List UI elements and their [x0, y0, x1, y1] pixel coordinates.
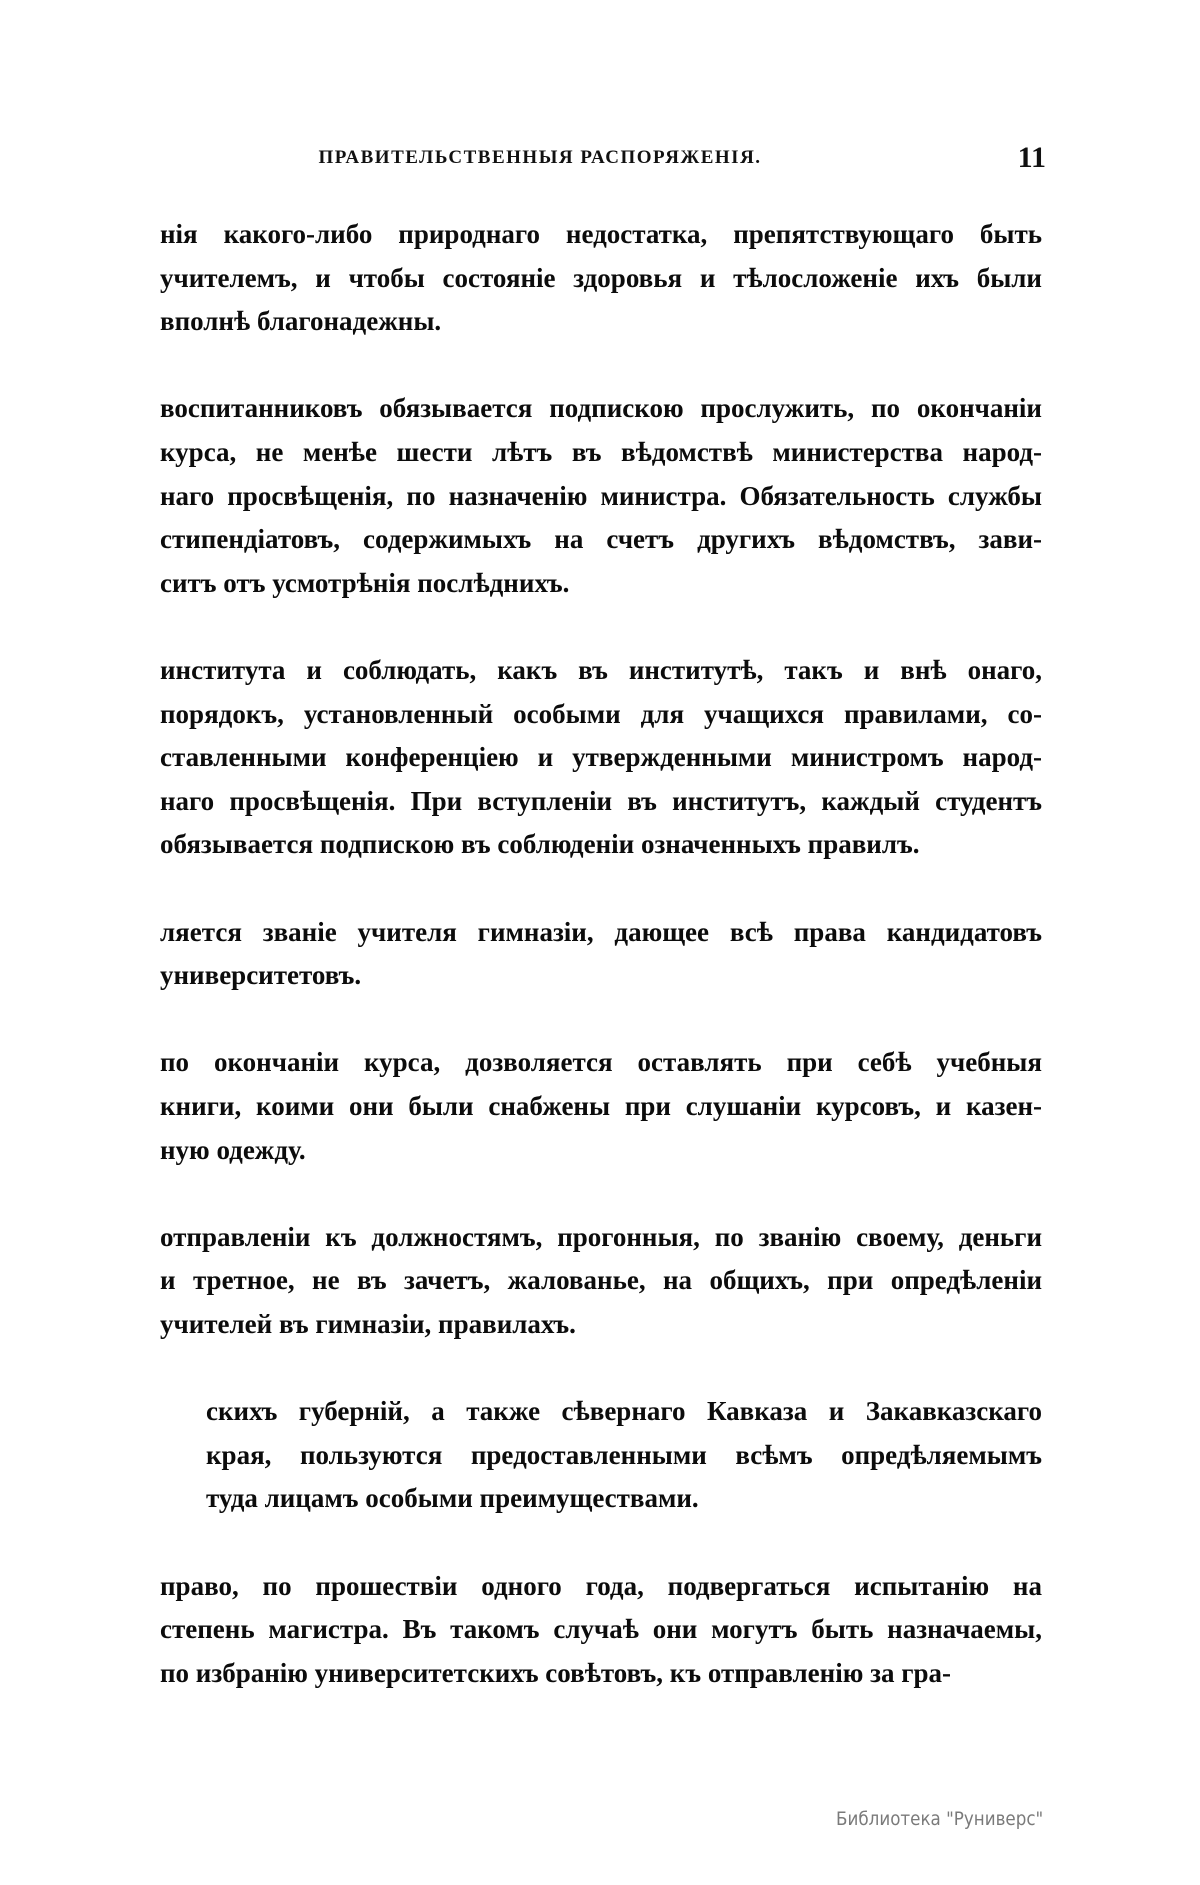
note-line [206, 1389, 1042, 1433]
paragraph-line [160, 1607, 1042, 1651]
line-text: степень магистра. Въ такомъ случаѣ они могутъ быть назначаемы, [160, 1614, 1042, 1645]
line-text: ляется званіе учителя гимназіи, дающее всѣ права кандидатовъ [160, 916, 1042, 947]
paragraph-line [160, 299, 1042, 343]
line-text: воспитанниковъ обязывается подпискою прослужить, по окончаніи [160, 393, 1042, 424]
line-text: ставленными конференціею и утвержденными министромъ народ- [160, 742, 1042, 773]
line-text: обязывается подпискою въ соблюденіи означенныхъ правилъ. [160, 829, 920, 860]
line-text: порядокъ, установленный особыми для учащихся правилами, со- [160, 698, 1042, 729]
paragraph-line [160, 212, 1042, 256]
line-text: стипендіатовъ, содержимыхъ на счетъ другихъ вѣдомствъ, зави- [160, 524, 1042, 555]
line-text: туда лицамъ особыми преимуществами. [206, 1483, 699, 1514]
line-text: право, по прошествіи одного года, подвергаться испытанію на [160, 1570, 1042, 1601]
line-text: края, пользуются предоставленными всѣмъ опредѣляемымъ [206, 1439, 1042, 1470]
paragraph-line [160, 1040, 1042, 1084]
paragraph-line [160, 517, 1042, 561]
paragraph-line [160, 386, 1042, 430]
line-text: и третное, не въ зачетъ, жалованье, на общихъ, при опредѣленіи [160, 1265, 1042, 1296]
running-title: ПРАВИТЕЛЬСТВЕННЫЯ РАСПОРЯЖЕНІЯ. [318, 147, 762, 168]
paragraph-line [160, 735, 1042, 779]
paragraph-line [160, 1302, 1042, 1346]
paragraph-line [160, 1564, 1042, 1608]
line-text: учителей въ гимназіи, правилахъ. [160, 1309, 576, 1339]
paragraph-line [160, 953, 1042, 997]
paragraph-line [160, 1520, 192, 1564]
paragraph-line [160, 430, 1042, 474]
paragraph-line [160, 822, 1042, 866]
paragraph-line [160, 474, 1042, 518]
paragraph-line [160, 648, 1042, 692]
line-text: наго просвѣщенія, по назначенію министра. Обязательность службы [160, 480, 1042, 511]
line-text: нія какого-либо природнаго недостатка, препятствующаго быть [160, 219, 1042, 249]
paragraph-line [160, 1258, 1042, 1302]
line-text: по окончаніи курса, дозволяется оставлять при себѣ учебныя [160, 1047, 1042, 1078]
paragraph-line [160, 866, 192, 910]
page-number: 11 [1017, 141, 1046, 174]
paragraph-line [160, 561, 1042, 605]
line-text: по избранію университетскихъ совѣтовъ, къ отправленію за гра- [160, 1657, 951, 1688]
paragraph-line [160, 779, 1042, 823]
line-text: учителемъ, и чтобы состояніе здоровья и тѣлосложеніе ихъ были [160, 262, 1042, 293]
library-watermark: Библиотека "Руниверс" [836, 1808, 1044, 1830]
paragraph-line [160, 1171, 192, 1215]
line-text: скихъ губерній, а также сѣвернаго Кавказа и Закавказскаго [206, 1396, 1042, 1427]
paragraph-line [160, 692, 1042, 736]
line-text: ситъ отъ усмотрѣнія послѣднихъ. [160, 567, 570, 598]
line-text: вполнѣ благонадежны. [160, 306, 442, 337]
paragraph-line [160, 1084, 1042, 1128]
line-text: ную одежду. [160, 1134, 306, 1165]
line-text: книги, коими они были снабжены при слушаніи курсовъ, и казен- [160, 1091, 1042, 1121]
note-line [206, 1476, 1042, 1520]
line-text: курса, не менѣе шести лѣтъ въ вѣдомствѣ министерства народ- [160, 437, 1042, 467]
paragraph-line [160, 604, 192, 648]
paragraph-line [160, 997, 192, 1041]
note-line [206, 1433, 1042, 1477]
paragraph-line [160, 256, 1042, 300]
paragraph-line [160, 343, 192, 387]
paragraph-line [160, 910, 1042, 954]
note-line [206, 1346, 244, 1390]
line-text: университетовъ. [160, 960, 362, 991]
line-text: наго просвѣщенія. При вступленіи въ институтъ, каждый студентъ [160, 785, 1042, 816]
paragraph-line [160, 1215, 1042, 1259]
paragraph-line [160, 1128, 1042, 1172]
line-text: отправленіи къ должностямъ, прогонныя, по званію своему, деньги [160, 1221, 1042, 1252]
paragraph-line [160, 1651, 1042, 1695]
line-text: института и соблюдать, какъ въ институтѣ, такъ и внѣ онаго, [160, 655, 1042, 685]
